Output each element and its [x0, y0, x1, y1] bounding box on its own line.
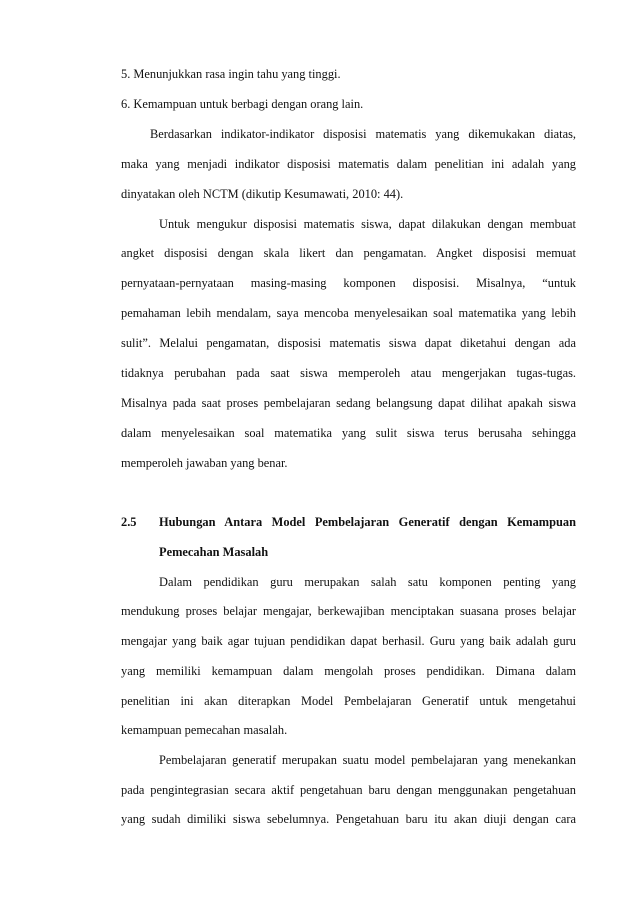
paragraph-1-line-2: maka yang menjadi indikator disposisi matematis dalam penelitian ini adalah yang	[121, 157, 576, 171]
paragraph-2-line-8: dalam menyelesaikan soal matematika yang sulit siswa terus berusaha sehingga	[121, 426, 576, 440]
paragraph-3-line-2: mendukung proses belajar mengajar, berkewajiban menciptakan suasana proses belajar	[121, 604, 576, 618]
list-item-5: 5. Menunjukkan rasa ingin tahu yang tinggi.	[121, 67, 341, 81]
paragraph-2-line-7: Misalnya pada saat proses pembelajaran sedang belangsung dapat dilihat apakah siswa	[121, 396, 576, 410]
section-title-line-1: Hubungan Antara Model Pembelajaran Generatif dengan Kemampuan	[159, 515, 576, 529]
paragraph-2-line-6: tidaknya perubahan pada saat siswa memperoleh atau mengerjakan tugas-tugas.	[121, 366, 576, 380]
paragraph-3-line-4: yang memiliki kemampuan dalam mengolah proses pendidikan. Dimana dalam	[121, 664, 576, 678]
paragraph-2-line-4: pemahaman lebih mendalam, saya mencoba menyelesaikan soal matematika yang lebih	[121, 306, 576, 320]
paragraph-4-line-1: Pembelajaran generatif merupakan suatu model pembelajaran yang menekankan	[159, 753, 576, 767]
paragraph-2-line-5: sulit”. Melalui pengamatan, disposisi matematis siswa dapat diketahui dengan ada	[121, 336, 576, 350]
paragraph-3-line-3: mengajar yang baik agar tujuan pendidikan dapat berhasil. Guru yang baik adalah guru	[121, 634, 576, 648]
section-number: 2.5	[121, 515, 137, 529]
paragraph-3-line-6: kemampuan pemecahan masalah.	[121, 723, 288, 737]
section-title-line-2: Pemecahan Masalah	[159, 545, 269, 559]
paragraph-4-line-3: yang sudah dimiliki siswa sebelumnya. Pengetahuan baru itu akan diuji dengan cara	[121, 812, 576, 826]
paragraph-2-line-9: memperoleh jawaban yang benar.	[121, 456, 288, 470]
paragraph-1-line-3: dinyatakan oleh NCTM (dikutip Kesumawati, 2010: 44).	[121, 187, 404, 201]
paragraph-3-line-5: penelitian ini akan diterapkan Model Pembelajaran Generatif untuk mengetahui	[121, 694, 576, 708]
paragraph-3-line-1: Dalam pendidikan guru merupakan salah satu komponen penting yang	[159, 575, 576, 589]
paragraph-2-line-2: angket disposisi dengan skala likert dan pengamatan. Angket disposisi memuat	[121, 246, 576, 260]
paragraph-1-line-1: Berdasarkan indikator-indikator disposisi matematis yang dikemukakan diatas,	[150, 127, 576, 141]
paragraph-4-line-2: pada pengintegrasian secara aktif pengetahuan baru dengan menggunakan pengetahuan	[121, 783, 576, 797]
paragraph-2-line-3: pernyataan-pernyataan masing-masing komponen disposisi. Misalnya, “untuk	[121, 276, 576, 290]
paragraph-2-line-1: Untuk mengukur disposisi matematis siswa, dapat dilakukan dengan membuat	[159, 217, 576, 231]
list-item-6: 6. Kemampuan untuk berbagi dengan orang lain.	[121, 97, 364, 111]
